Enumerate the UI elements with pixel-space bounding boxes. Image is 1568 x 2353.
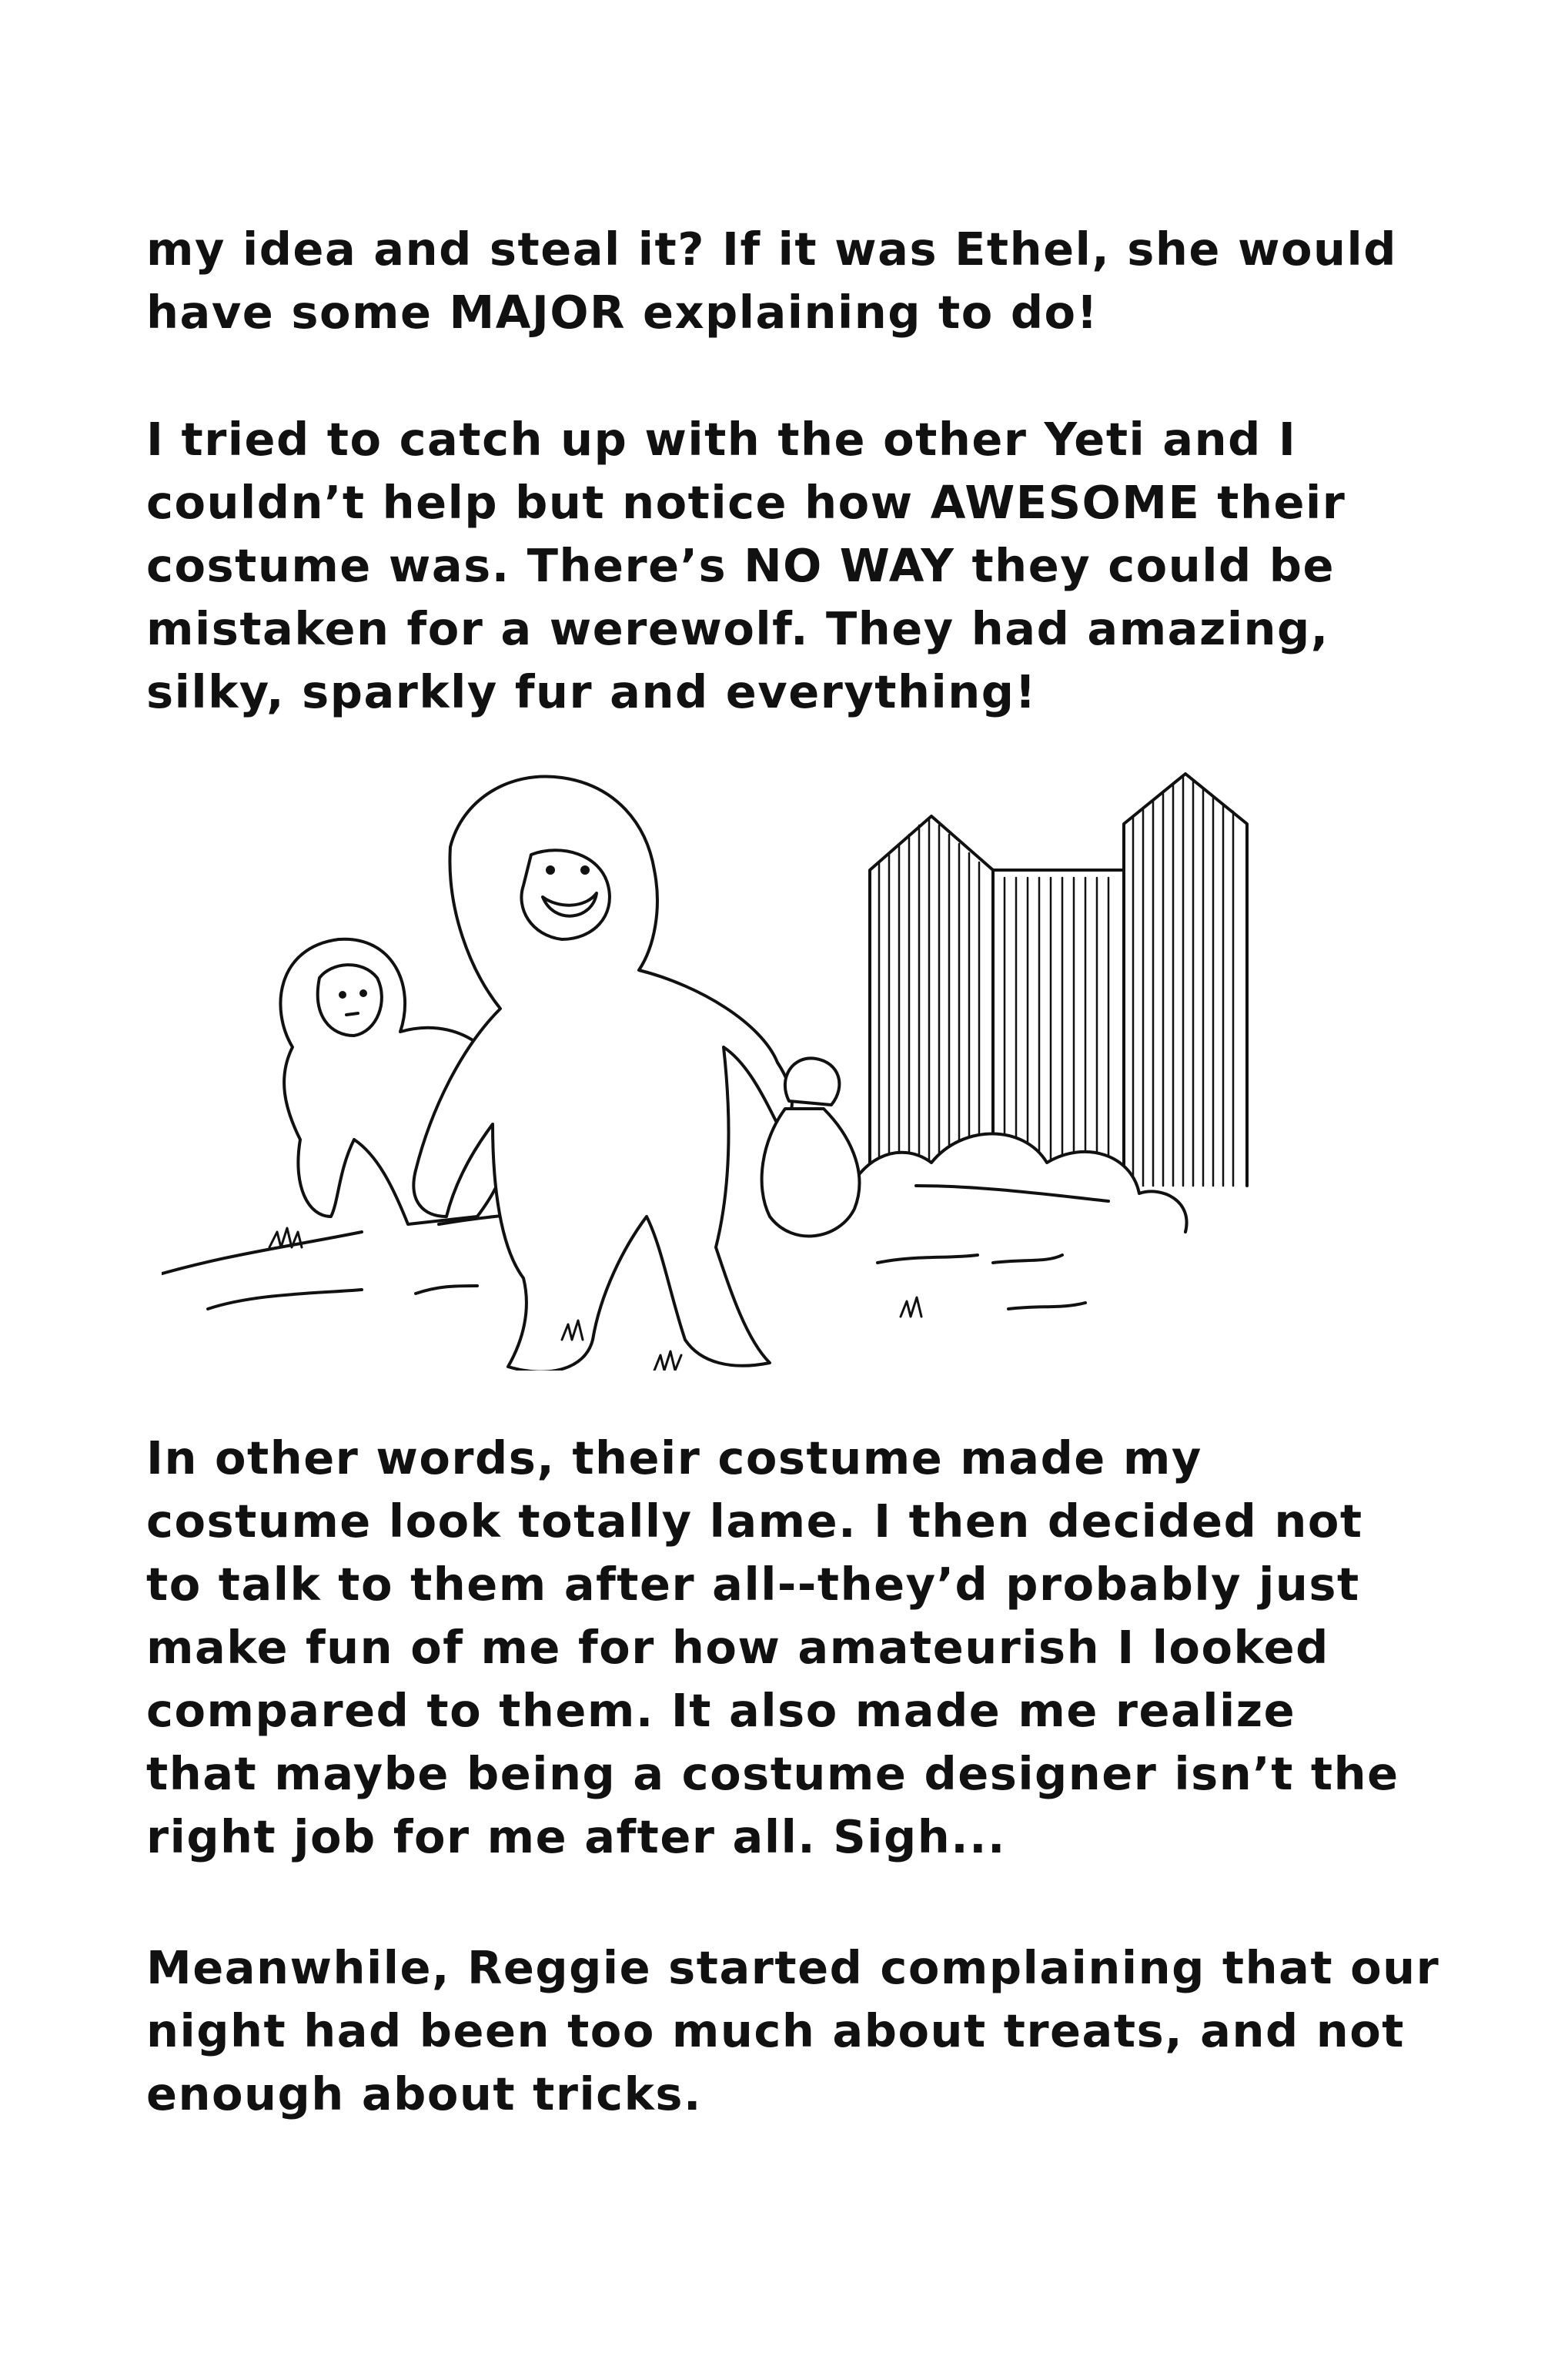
main-yeti-drawing <box>413 776 859 1371</box>
text-line: enough about tricks. <box>146 2067 702 2120</box>
text-line: I tried to catch up with the other Yeti and I <box>146 413 1297 466</box>
text-line: my idea and steal it? If it was Ethel, she would <box>146 223 1397 276</box>
text-line: to talk to them after all--they’d probably just <box>146 1558 1360 1611</box>
text-line: make fun of me for how amateurish I looked <box>146 1621 1329 1674</box>
paragraph-4 <box>146 1936 1439 2126</box>
text-line: In other words, their costume made my <box>146 1431 1202 1484</box>
text-line: right job for me after all. Sigh... <box>146 1810 1006 1863</box>
text-line: silky, sparkly fur and everything! <box>146 665 1037 718</box>
text-line: couldn’t help but notice how AWESOME their <box>146 476 1346 529</box>
text-line: mistaken for a werewolf. They had amazing, <box>146 602 1329 655</box>
paragraph-2 <box>146 408 1439 724</box>
paragraph-3 <box>146 1427 1439 1869</box>
barn-drawing <box>870 774 1247 1186</box>
text-line: costume was. There’s NO WAY they could be <box>146 539 1335 592</box>
yeti-illustration <box>162 755 1362 1371</box>
paragraph-1 <box>146 218 1439 344</box>
text-line: have some MAJOR explaining to do! <box>146 286 1098 339</box>
text-line: night had been too much about treats, and not <box>146 2004 1405 2057</box>
text-line: that maybe being a costume designer isn’t the <box>146 1747 1399 1800</box>
text-line: costume look totally lame. I then decided not <box>146 1494 1363 1548</box>
text-line: Meanwhile, Reggie started complaining that our <box>146 1941 1440 1994</box>
text-line: compared to them. It also made me realize <box>146 1684 1296 1737</box>
